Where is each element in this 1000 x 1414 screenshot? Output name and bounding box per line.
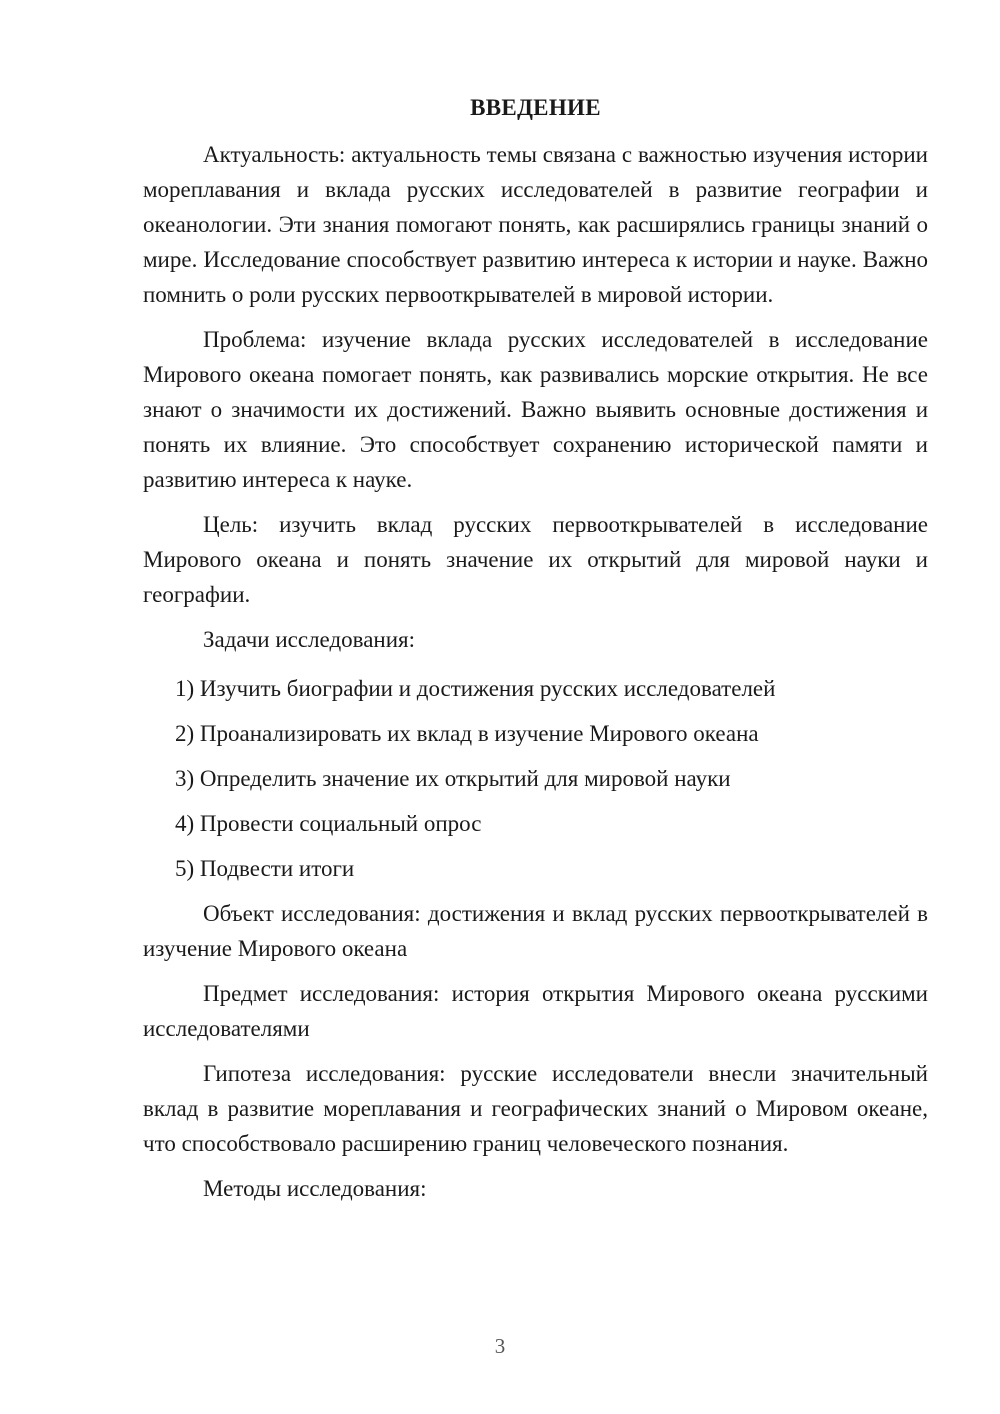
paragraph-goal: Цель: изучить вклад русских первооткрывателей в исследование Мирового океана и понять значение их открытий для мировой науки и географии.: [143, 512, 928, 607]
paragraph-problem: Проблема: изучение вклада русских исследователей в исследование Мирового океана помогает понять, как развивались морские открытия. Не все знают о значимости их достижений. Важно выявить основные достижения и понять их влияние. Это способствует сохранению исторической памяти и развитию интереса к науке.: [143, 327, 928, 492]
page-number: 3: [494, 1334, 506, 1358]
list-item: 2) Проанализировать их вклад в изучение Мирового океана: [175, 721, 759, 746]
methods-heading: Методы исследования:: [203, 1176, 427, 1201]
list-item: 5) Подвести итоги: [175, 856, 355, 881]
paragraph-hypothesis: Гипотеза исследования: русские исследователи внесли значительный вклад в развитие мореплавания и географических знаний о Мировом океане, что способствовало расширению границ человеческого познания.: [143, 1061, 928, 1156]
paragraph-object: Объект исследования: достижения и вклад русских первооткрывателей в изучение Мирового океана: [143, 901, 928, 961]
tasks-heading: Задачи исследования:: [203, 627, 416, 652]
tasks-list: [143, 671, 928, 886]
paragraph-subject: Предмет исследования: история открытия Мирового океана русскими исследователями: [143, 981, 928, 1041]
document-page: [143, 90, 928, 1220]
list-item: 3) Определить значение их открытий для мировой науки: [175, 766, 731, 791]
paragraph-relevance: Актуальность: актуальность темы связана с важностью изучения истории мореплавания и вклада русских исследователей в развитие географии и океанологии. Эти знания помогают понять, как расширялись границы знаний о мире. Исследование способствует развитию интереса к истории и науке. Важно помнить о роли русских первооткрывателей в мировой истории.: [143, 142, 928, 307]
list-item: 4) Провести социальный опрос: [175, 811, 482, 836]
page-title: ВВЕДЕНИЕ: [470, 95, 601, 120]
list-item: 1) Изучить биографии и достижения русских исследователей: [175, 676, 776, 701]
